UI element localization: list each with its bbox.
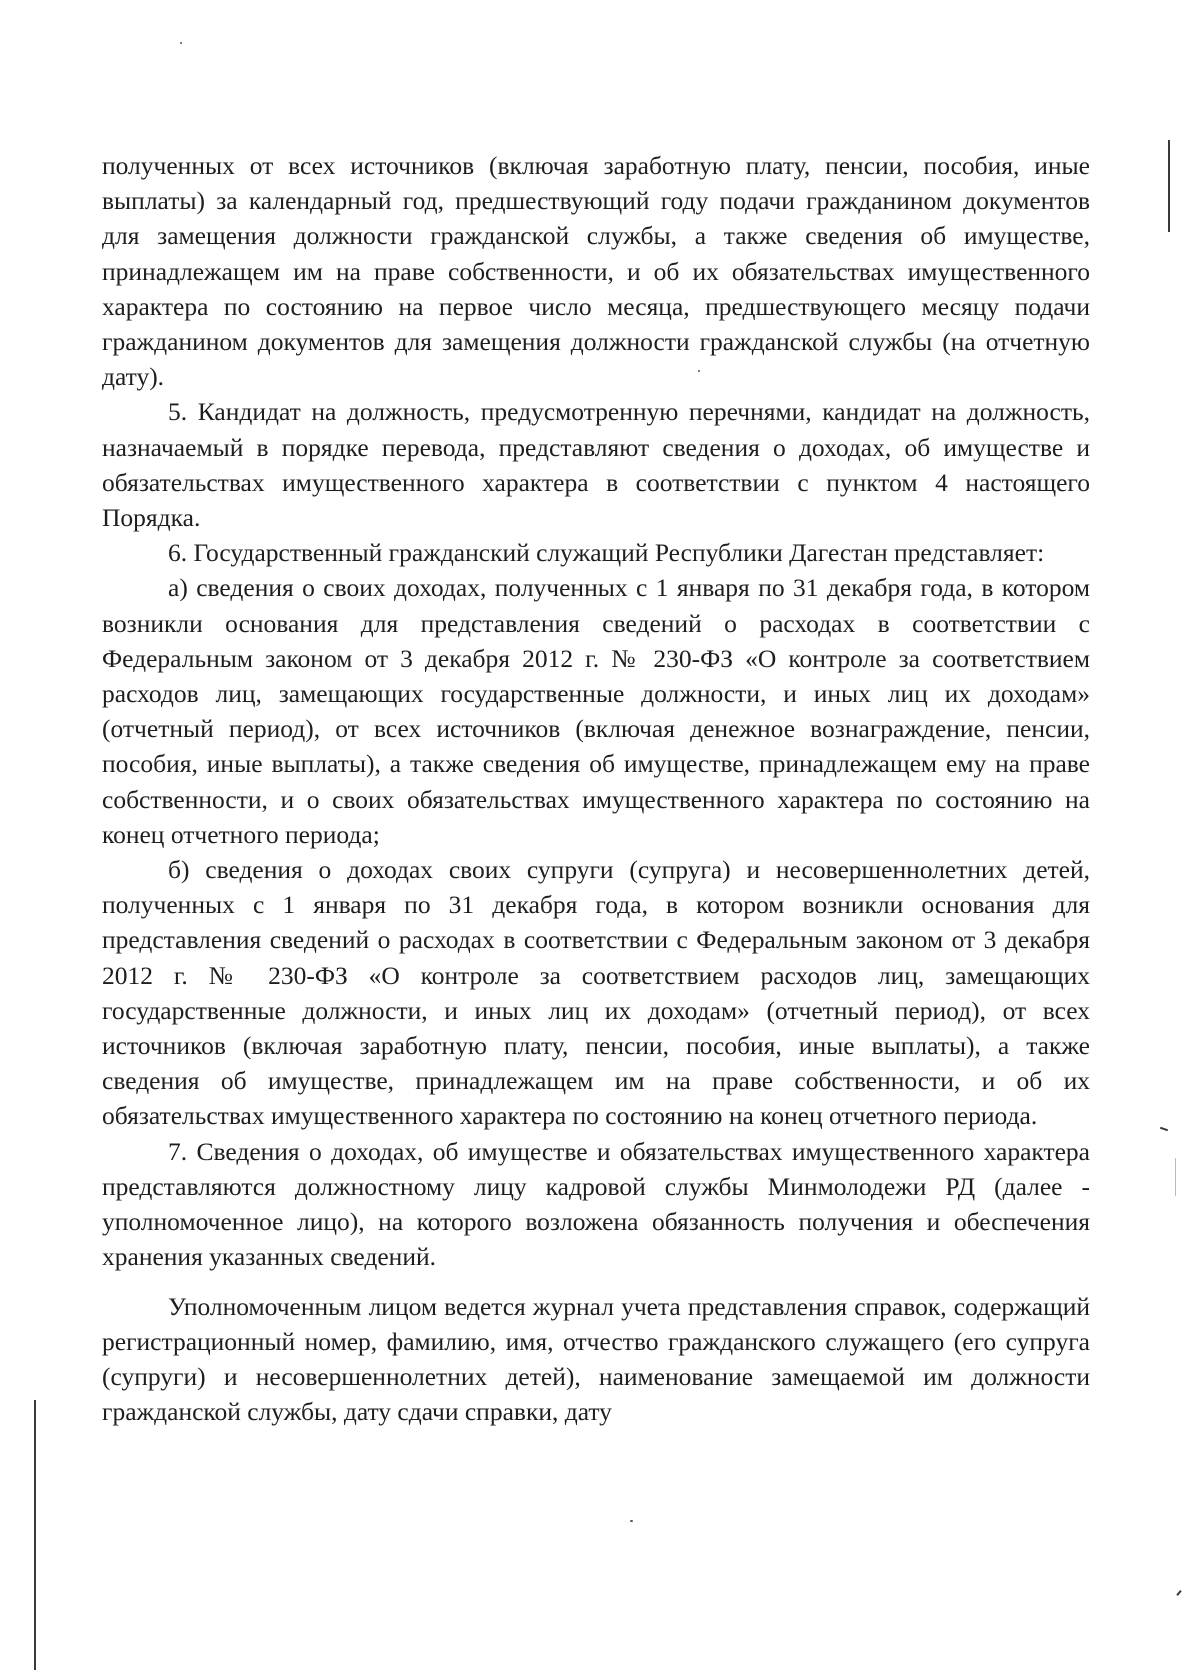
paragraph-item-7: 7. Сведения о доходах, об имуществе и обязательствах имущественного характера представляются должностному лицу кадровой службы Минмолодежи РД (далее - уполномоченное лицо), на которого возложена обязанность получения и обеспечения хранения указанных сведений.: [102, 1136, 1090, 1272]
paragraph-item-6b: б) сведения о доходах своих супруги (супруга) и несовершеннолетних детей, полученных с 1 января по 31 декабря года, в котором возникли основания для представления сведений о расходах в соответствии с Федеральным законом от 3 декабря 2012 г. № 230-ФЗ «О контроле за соответствием расходов лиц, замещающих государственные должности, и иных лиц их доходам» (отчетный период), от всех источников (включая заработную плату, пенсии, пособия, иные выплаты), а также сведения об имуществе, принадлежащем им на праве собственности, и об их обязательствах имущественного характера по состоянию на конец отчетного периода.: [102, 855, 1090, 1131]
scan-line-right-margin: [1168, 140, 1170, 232]
scan-speck-bottom: [630, 1520, 633, 1522]
scan-tick-bottom-right: [1176, 1590, 1181, 1596]
paragraph-item-6: 6. Государственный гражданский служащий Республики Дагестан представляет:: [168, 538, 1045, 568]
paragraph-journal: Уполномоченным лицом ведется журнал учета представления справок, содержащий регистрационный номер, фамилию, имя, отчество гражданского служащего (его супруга (супруги) и несовершеннолетних детей), наименование замещаемой им должности гражданской службы, дату сдачи справки, дату: [102, 1291, 1090, 1427]
paragraph-item-5: 5. Кандидат на должность, предусмотренную перечнями, кандидат на должность, назначаемый в порядке перевода, представляют сведения о доходах, об имуществе и обязательствах имущественного характера в соответствии с пунктом 4 настоящего Порядка.: [102, 397, 1090, 533]
scan-line-right-lower: [1175, 1158, 1176, 1196]
paragraph-item-6a: а) сведения о своих доходах, полученных с 1 января по 31 декабря года, в котором возникли основания для представления сведений о расходах в соответствии с Федеральным законом от 3 декабря 2012 г. № 230-ФЗ «О контроле за соответствием расходов лиц, замещающих государственные должности, и иных лиц их доходам» (отчетный период), от всех источников (включая денежное вознаграждение, пенсии, пособия, иные выплаты), а также сведения об имуществе, принадлежащем ему на праве собственности, и о своих обязательствах имущественного характера по состоянию на конец отчетного периода;: [102, 573, 1090, 849]
scan-speck-top: [180, 42, 182, 44]
scan-line-left-margin: [34, 1400, 36, 1670]
scan-tick-right: [1160, 1127, 1168, 1132]
scan-speck-mid: [698, 370, 700, 372]
paragraph-intro-continuation: полученных от всех источников (включая заработную плату, пенсии, пособия, иные выплаты) за календарный год, предшествующий году подачи гражданином документов для замещения должности гражданской службы, а также сведения об имуществе, принадлежащем им на праве собственности, и об их обязательствах имущественного характера по состоянию на первое число месяца, предшествующего месяцу подачи гражданином документов для замещения должности гражданской службы (на отчетную дату).: [102, 151, 1090, 392]
document-body: [102, 148, 1090, 1429]
